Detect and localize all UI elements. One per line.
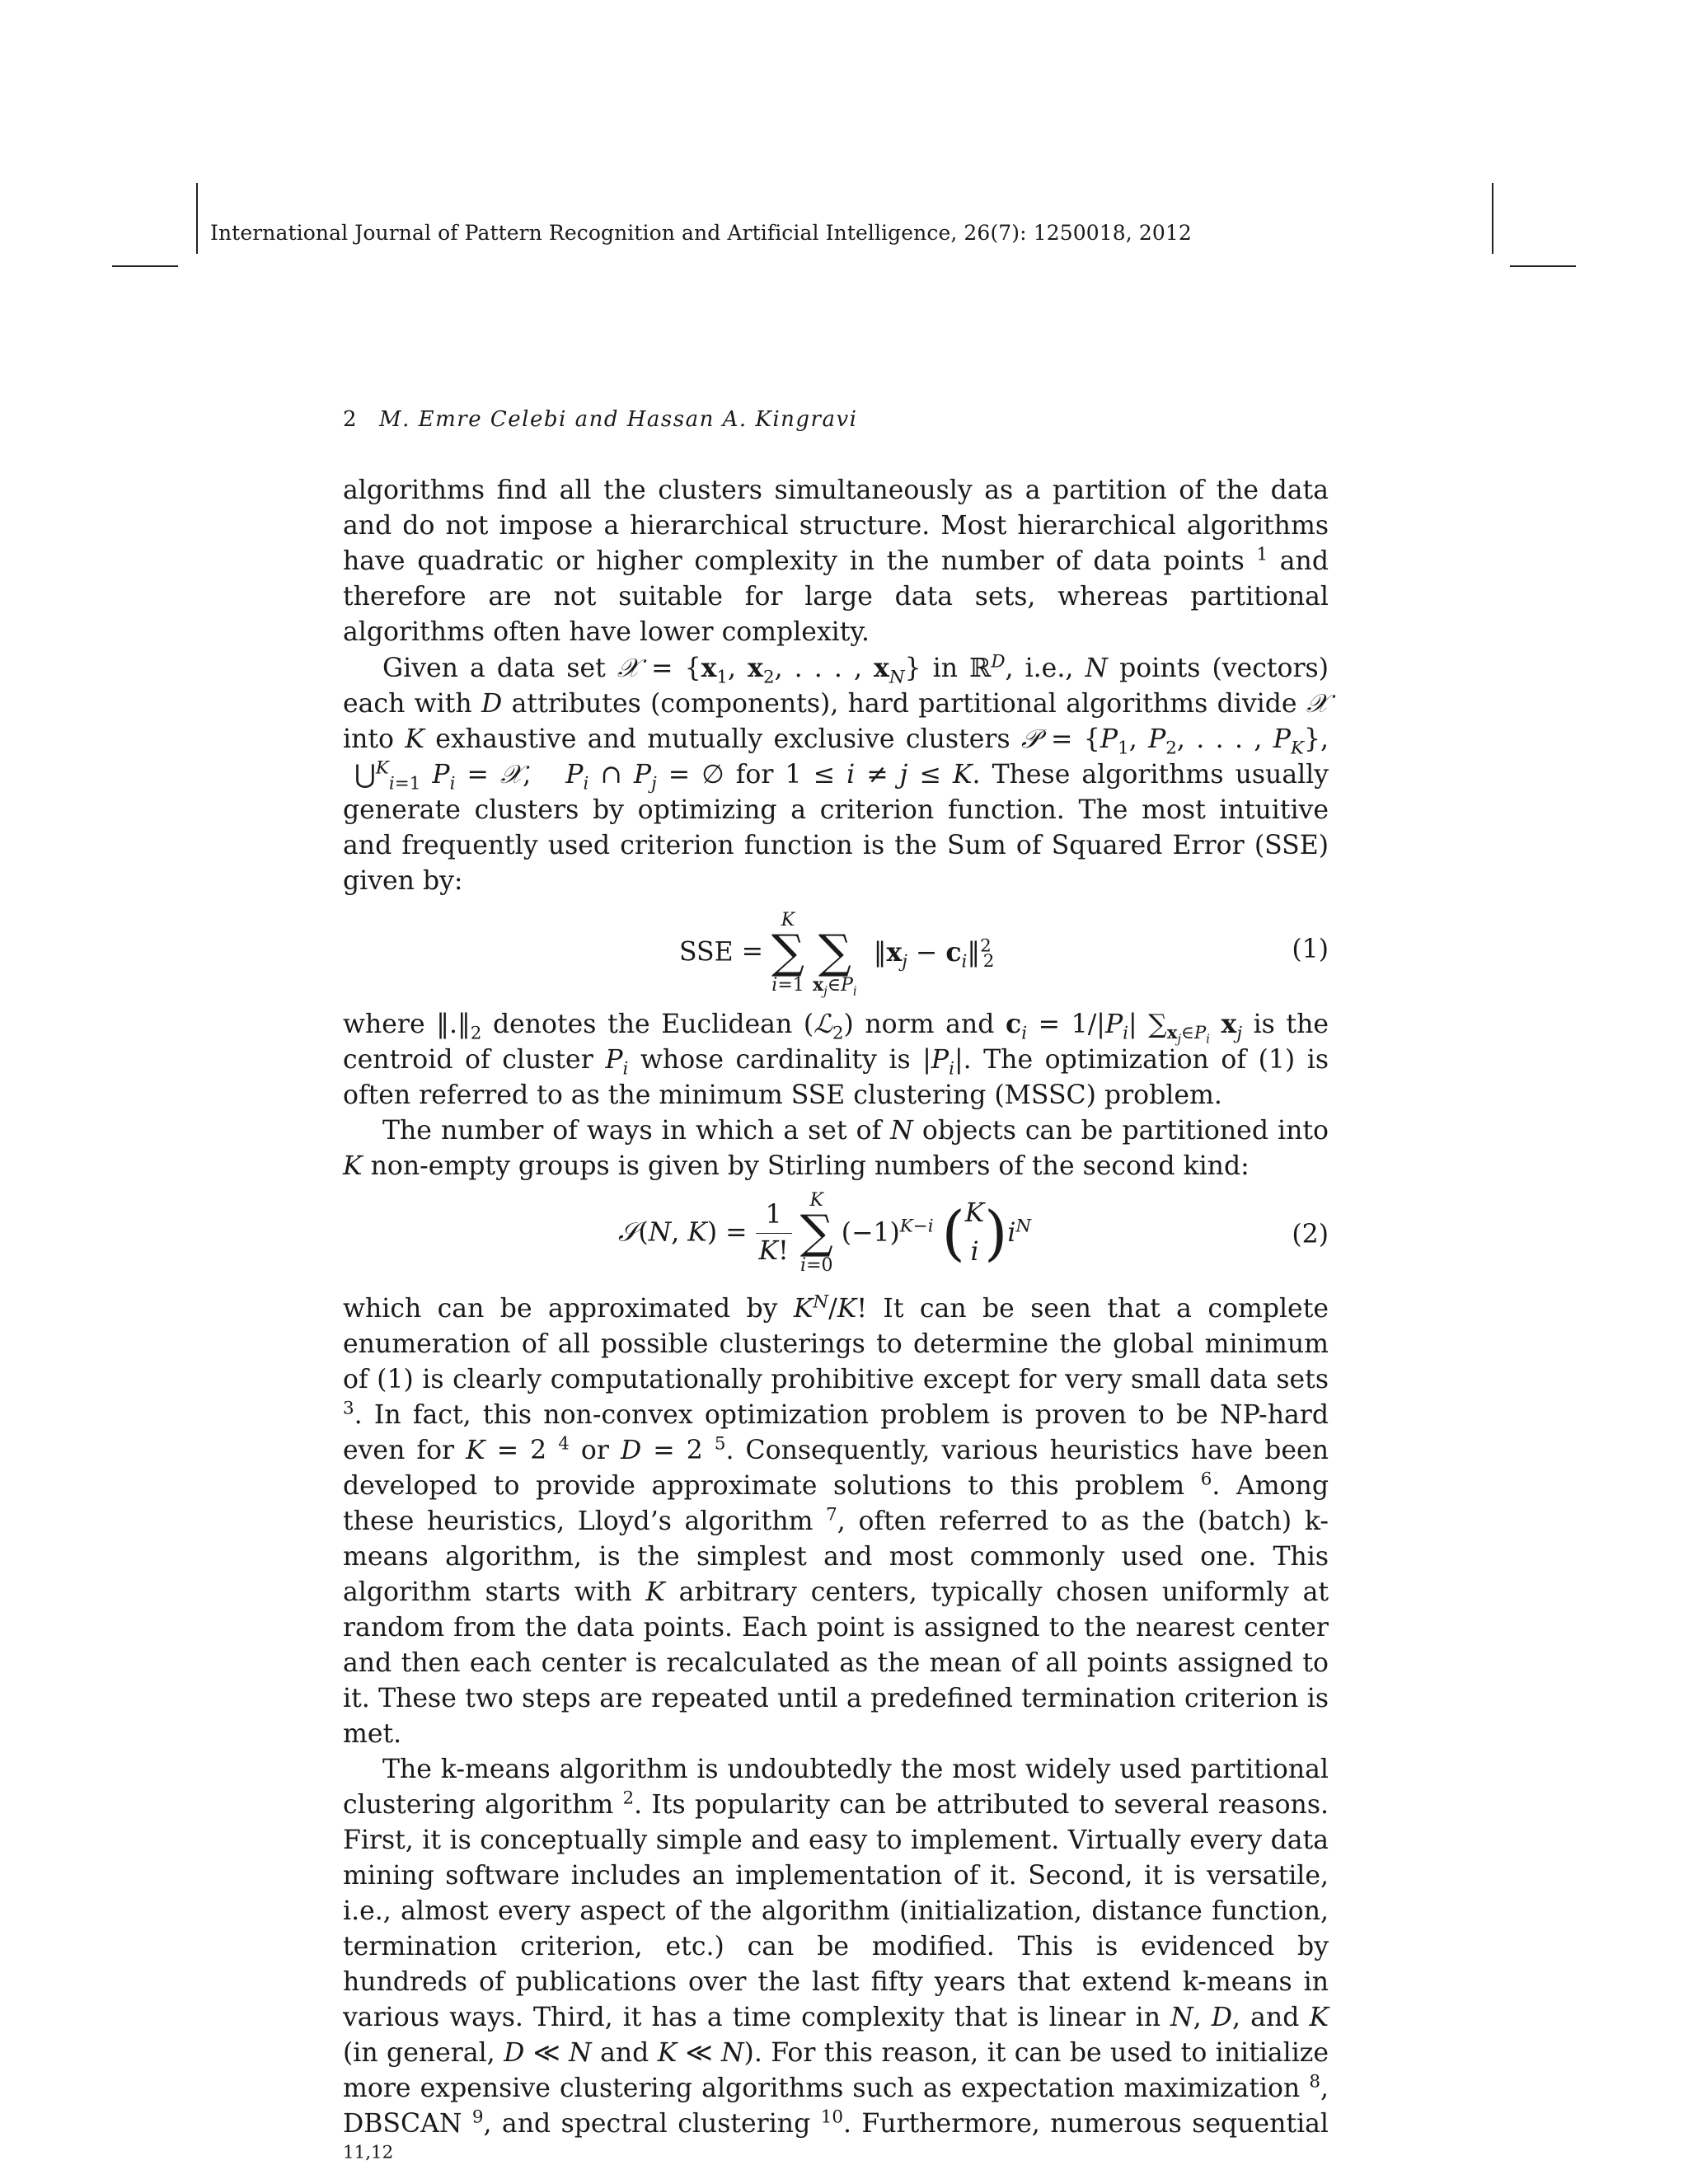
citation: 4 — [558, 1433, 570, 1455]
citation: 5 — [714, 1433, 726, 1455]
page-number: 2 — [343, 407, 357, 432]
equation-number: (1) — [1292, 935, 1329, 964]
paragraph: The number of ways in which a set of N objects can be partitioned into K non-empty groups is given by Stirling numbers of the second kind: — [343, 1116, 1329, 1181]
journal-header: International Journal of Pattern Recognition and Artificial Intelligence, 26(7): 1250018, 2012 — [210, 221, 1192, 245]
paragraph: algorithms find all the clusters simultaneously as a partition of the data and do not impose a hierarchical structure. Most hierarchical algorithms have quadratic or higher complexity in the number of data points $^1$ and therefore are not suitable for large data sets, whereas partitional algorithms often have lower complexity. — [343, 476, 1329, 647]
equation-2: 𝒮(N, K) = $\frac{1}{K!}$ K ∑ i=0 $(-1)^{K-i}$ (K $i)i^N$ (2) — [618, 1190, 1329, 1277]
equation-1: SSE = K ∑ i=1 ∑ $x_j\in P_i$ $‖x_j$ − $c_i‖^2_2$ (1) — [679, 910, 1329, 999]
crop-mark — [196, 183, 198, 254]
equation-number: (2) — [1292, 1220, 1329, 1249]
body-text — [343, 473, 1329, 2177]
citation: 1 — [1256, 544, 1268, 565]
citation: 11,12 — [343, 2142, 394, 2163]
paragraph: The k-means algorithm is undoubtedly the most widely used partitional clustering algorithm $^2$. Its popularity can be attributed to several reasons. First, it is conceptually simple and easy to implement. Virtually every data mining software includes an implementation of it. Second, it is versatile, i.e., almost every aspect of the algorithm (initialization, distance function, termination criterion, etc.) can be modified. This is evidenced by hundreds of publications over the last fifty years that extend k-means in various ways. Third, it has a time complexity that is linear in N, D, and K (in general, D ≪ N and K ≪ N). For this reason, it can be used to initialize more expensive clustering algorithms such as expectation maximization $^8$, DBSCAN $^9$, and spectral clustering $^{10}$. Furthermore, numerous sequential $^{11,12}$ — [343, 1755, 1329, 2163]
paragraph: which can be approximated by $K^N/K$! It can be seen that a complete enumeration of all possible clusterings to determine the global minimum of (1) is clearly computationally prohibitive except for very small data sets $^3$. In fact, this non-convex optimization problem is proven to be NP-hard even for K = 2 $^4$ or D = 2 $^5$. Consequently, various heuristics have been developed to provide approximate solutions to this problem $^6$. Among these heuristics, Lloyd’s algorithm $^7$, often referred to as the (batch) k-means algorithm, is the simplest and most commonly used one. This algorithm starts with K arbitrary centers, typically chosen uniformly at random from the data points. Each point is assigned to the nearest center and then each center is recalculated as the mean of all points assigned to it. These two steps are repeated until a predefined termination criterion is met. — [343, 1291, 1329, 1749]
citation: 9 — [471, 2107, 484, 2128]
paragraph: Given a data set 𝒳 = {$x_1$, $x_2$, . . . , $x_N$} in ℝ$^D$, i.e., N points (vectors) each with D attributes (components), hard partitional algorithms divide 𝒳 into K exhaustive and mutually exclusive clusters 𝒫 = {$P_1$, $P_2$, . . . , $P_K$}, ⋃$^K_{i=1}$ $P_i$ = 𝒳, $P_i$ ∩ $P_j$ = ∅ for 1 ≤ i ≠ j ≤ K. These algorithms usually generate clusters by optimizing a criterion function. The most intuitive and frequently used criterion function is the Sum of Squared Error (SSE) given by: — [343, 651, 1329, 896]
citation: 8 — [1309, 2071, 1320, 2093]
citation: 7 — [826, 1504, 837, 1526]
crop-mark — [1492, 183, 1493, 254]
citation: 3 — [343, 1398, 354, 1419]
crop-mark — [112, 265, 178, 267]
citation: 2 — [622, 1788, 635, 1809]
authors: M. Emre Celebi and Hassan A. Kingravi — [379, 407, 858, 432]
citation: 6 — [1200, 1469, 1212, 1490]
citation: 10 — [820, 2107, 843, 2128]
crop-mark — [1510, 265, 1576, 267]
paragraph: where $‖.‖_2$ denotes the Euclidean (ℒ$_2$) norm and $c_i = 1/|P_i|$ $\sum_{x_j\in P_i}$ $x_j$ is the centroid of cluster $P_i$ whose cardinality is $|P_i|$. The optimization of (1) is often referred to as the minimum SSE clustering (MSSC) problem. — [343, 1009, 1329, 1110]
